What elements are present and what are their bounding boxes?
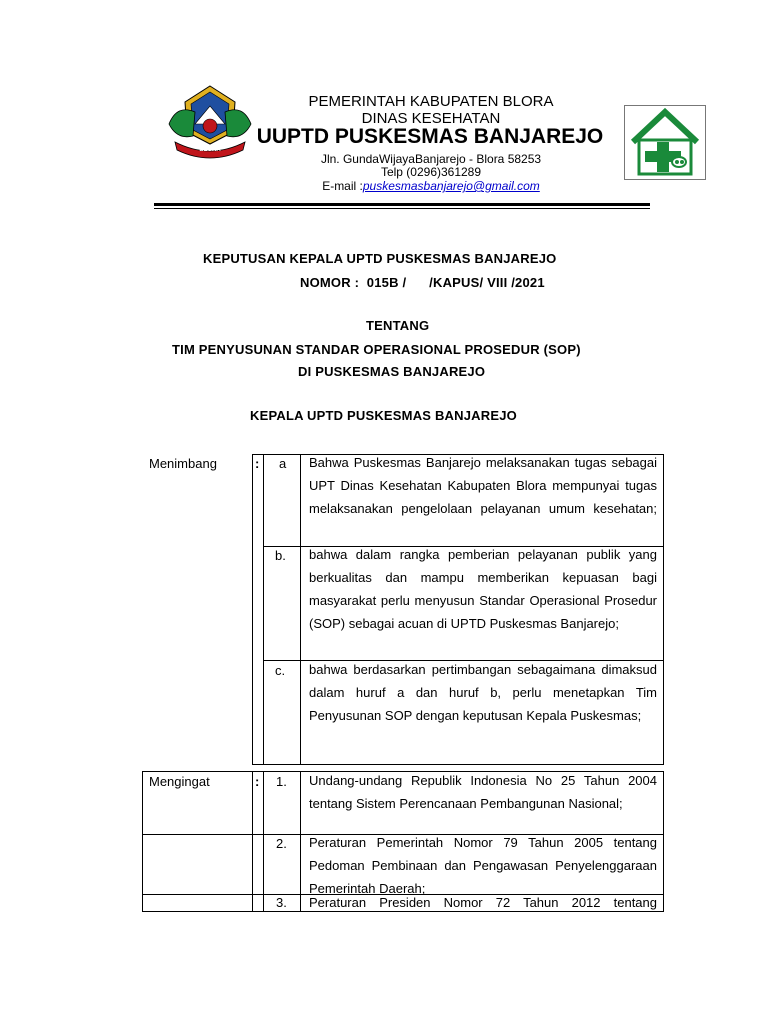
decree-subject: TIM PENYUSUNAN STANDAR OPERASIONAL PROSEDUR (SOP): [172, 342, 581, 357]
menimbang-marker-a: a: [279, 456, 287, 471]
menimbang-text-a: Bahwa Puskesmas Banjarejo melaksanakan tugas sebagai UPT Dinas Kesehatan Kabupaten Blora mempunyai tugas melaksanakan pengelolaan pelayanan umum kesehatan;: [309, 455, 657, 516]
menimbang-marker-c: c.: [275, 663, 286, 678]
decree-location: DI PUSKESMAS BANJAREJO: [298, 364, 486, 379]
department-name: DINAS KESEHATAN: [361, 110, 501, 127]
mengingat-marker-3: 3.: [276, 895, 287, 910]
blora-crest-logo: [165, 84, 255, 162]
crest-label: BLORA: [199, 147, 221, 153]
mengingat-text-1: Undang-undang Republik Indonesia No 25 Tahun 2004 tentang Sistem Perencanaan Pembangunan Nasional;: [309, 773, 657, 811]
email-label: E-mail :: [322, 179, 363, 193]
organization-name: UUPTD PUSKESMAS BANJAREJO: [256, 125, 604, 148]
letterhead-rule-thick: [154, 203, 650, 206]
menimbang-text-b: bahwa dalam rangka pemberian pelayanan publik yang berkualitas dan mampu memberikan kepuasan bagi masyarakat perlu menyusun Standar Operasional Prosedur (SOP) sebagai acuan di UPTD Puskesmas Banjarejo;: [309, 547, 657, 631]
menimbang-label: Menimbang: [149, 456, 217, 471]
email-row: [250, 179, 612, 193]
mengingat-marker-1: 1.: [276, 774, 287, 789]
phone: Telp (0296)361289: [380, 165, 482, 179]
letterhead-rule-thin: [154, 208, 650, 209]
puskesmas-logo: [624, 105, 706, 180]
decree-title: KEPUTUSAN KEPALA UPTD PUSKESMAS BANJAREJO: [203, 251, 557, 266]
email-link[interactable]: puskesmasbanjarejo@gmail.com: [362, 179, 540, 193]
menimbang-marker-b: b.: [275, 548, 286, 563]
menimbang-colon: :: [255, 456, 260, 471]
mengingat-marker-2: 2.: [276, 836, 287, 851]
address: Jln. GundaWijayaBanjarejo - Blora 58253: [320, 152, 542, 166]
issuer-heading: KEPALA UPTD PUSKESMAS BANJAREJO: [250, 408, 517, 423]
decree-number: NOMOR : 015B / /KAPUS/ VIII /2021: [300, 275, 545, 290]
mengingat-text-3: Peraturan Presiden Nomor 72 Tahun 2012 tentang: [309, 895, 657, 910]
mengingat-text-2: Peraturan Pemerintah Nomor 79 Tahun 2005 tentang Pedoman Pembinaan dan Pengawasan Penyelenggaraan Pemerintah Daerah;: [309, 835, 657, 896]
mengingat-label: Mengingat: [149, 774, 210, 789]
about-heading: TENTANG: [366, 318, 430, 333]
menimbang-text-c: bahwa berdasarkan pertimbangan sebagaimana dimaksud dalam huruf a dan huruf b, perlu menetapkan Tim Penyusunan SOP dengan keputusan Kepala Puskesmas;: [309, 662, 657, 723]
government-name: PEMERINTAH KABUPATEN BLORA: [308, 93, 554, 110]
mengingat-colon: :: [255, 774, 260, 789]
